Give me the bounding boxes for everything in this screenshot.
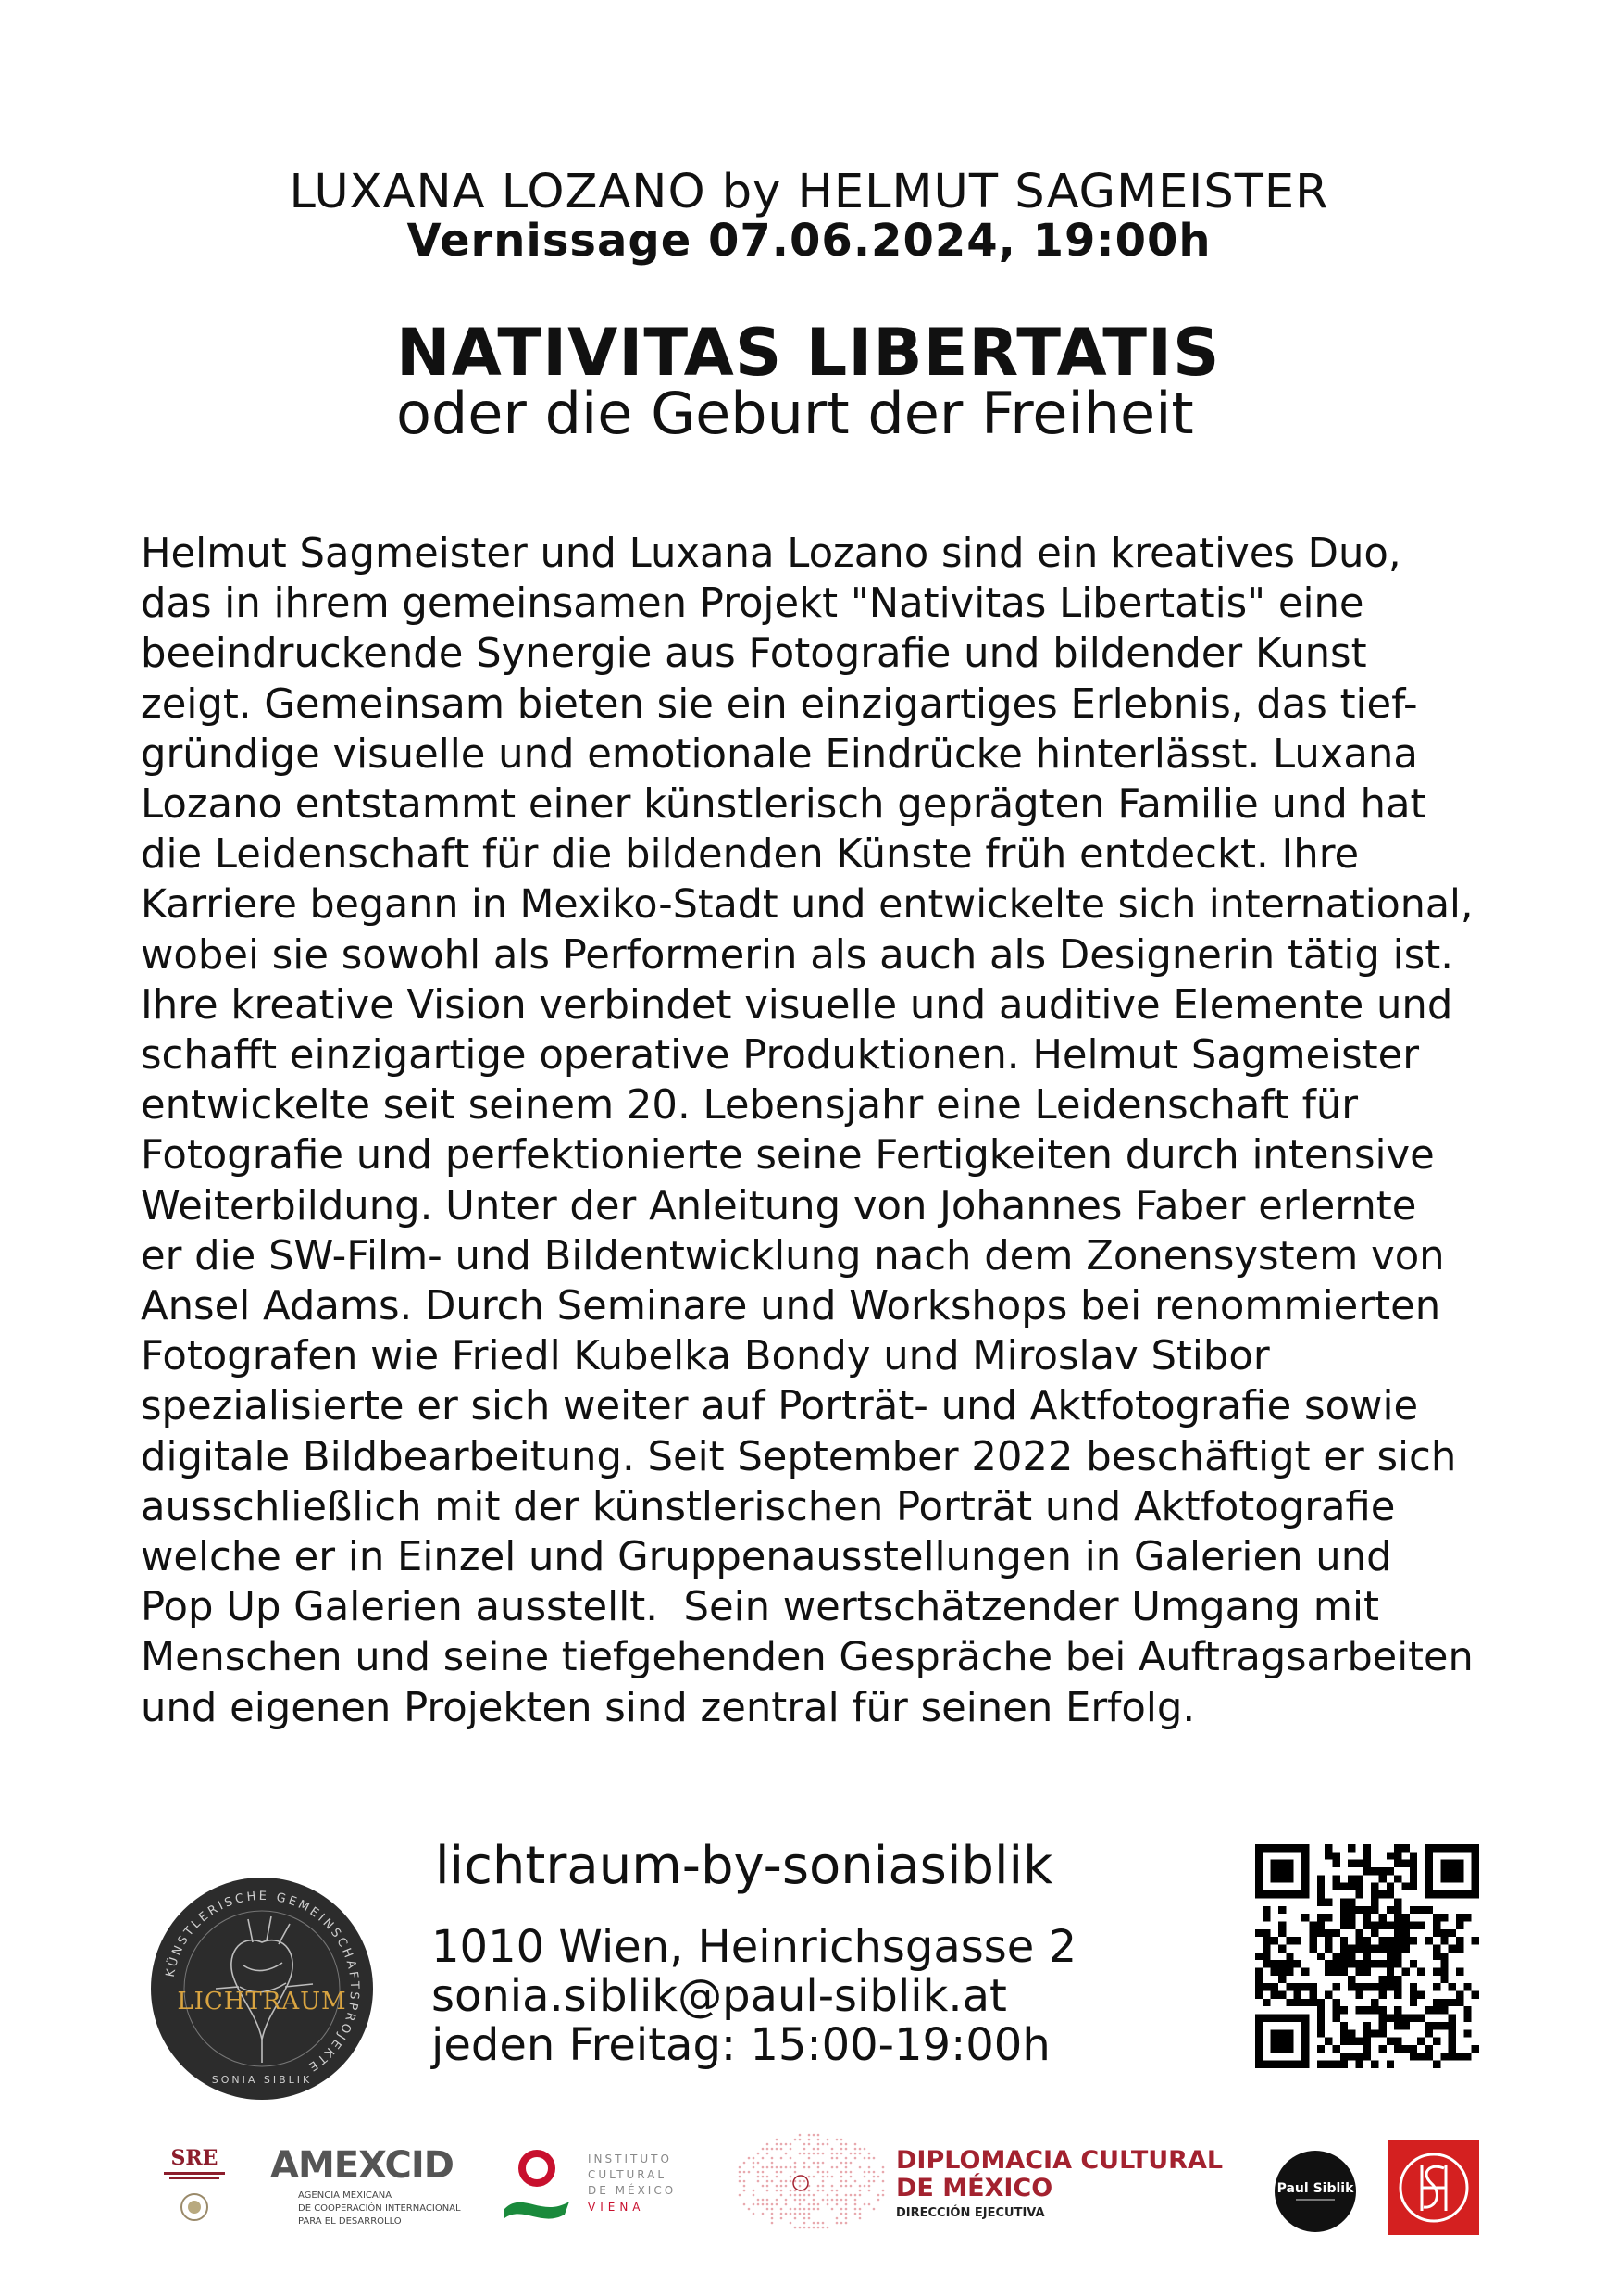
amexcid-sub2: DE COOPERACIÓN INTERNACIONAL: [298, 2203, 461, 2214]
amexcid-logo: [270, 2140, 465, 2233]
amexcid-sub1: AGENCIA MEXICANA: [298, 2190, 392, 2201]
qr-code[interactable]: [1255, 1844, 1479, 2068]
seal-ring-text: KÜNSTLERISCHE GEMEINSCHAFTSPROJEKTE: [163, 1889, 362, 2075]
icm-text-2: CULTURAL: [588, 2168, 667, 2181]
venue-details: [431, 1923, 1077, 2070]
body-line: schafft einzigartige operative Produktionen. Helmut Sagmeister: [141, 1032, 1420, 1079]
body-line: gründige visuelle und emotionale Eindrücke hinterlässt. Luxana: [141, 730, 1418, 778]
dip-text-1: DIPLOMACIA CULTURAL: [896, 2146, 1224, 2175]
body-line: Ansel Adams. Durch Seminare und Workshops bei renommierten: [141, 1283, 1441, 1330]
exhibition-title: NATIVITAS LIBERTATIS: [396, 315, 1221, 391]
body-line: Fotografie und perfektionierte seine Fertigkeiten durch intensive: [141, 1132, 1435, 1179]
body-line: die Leidenschaft für die bildenden Künste früh entdeckt. Ihre: [141, 831, 1360, 879]
venue-hours: jeden Freitag: 15:00-19:00h: [431, 2019, 1051, 2071]
dip-text-3: DIRECCIÓN EJECUTIVA: [896, 2206, 1045, 2220]
venue-website[interactable]: lichtraum-by-soniasiblik: [435, 1836, 1053, 1896]
seal-name: LICHTRAUM: [177, 1988, 347, 2015]
instituto-cultural-mexico-logo: [500, 2144, 685, 2227]
sre-logo-text: SRE: [170, 2146, 218, 2170]
body-line: das in ihrem gemeinsamen Projekt "Nativitas Libertatis" eine: [141, 580, 1364, 628]
body-line: Weiterbildung. Unter der Anleitung von Johannes Faber erlernte: [141, 1182, 1417, 1229]
sre-logo: [143, 2140, 245, 2233]
venue-email[interactable]: sonia.siblik@paul-siblik.at: [431, 1970, 1007, 2022]
body-line: beeindruckende Synergie aus Fotografie und bildender Kunst: [141, 630, 1367, 678]
body-line: zeigt. Gemeinsam bieten sie ein einzigartiges Erlebnis, das tief-: [141, 680, 1418, 728]
body-line: und eigenen Projekten sind zentral für seinen Erfolg.: [141, 1684, 1196, 1731]
body-line: Ihre kreative Vision verbindet visuelle und auditive Elemente und: [141, 981, 1453, 1029]
body-line: er die SW-Film- und Bildentwicklung nach dem Zonensystem von: [141, 1232, 1445, 1279]
icm-text-3: DE MÉXICO: [588, 2184, 677, 2197]
lichtraum-seal-logo: [151, 1878, 373, 2100]
diplomacia-cultural-logo: [731, 2129, 1245, 2233]
body-line: Karriere begann in Mexiko-Stadt und entwickelte sich international,: [141, 881, 1474, 929]
header-vernissage-date: Vernissage 07.06.2024, 19:00h: [406, 215, 1212, 267]
icm-text-4: VIENA: [588, 2201, 645, 2214]
body-line: Fotografen wie Friedl Kubelka Bondy und Miroslav Stibor: [141, 1333, 1270, 1380]
body-line: ausschließlich mit der künstlerischen Porträt und Aktfotografie: [141, 1483, 1396, 1530]
body-line: Pop Up Galerien ausstellt. Sein wertschätzender Umgang mit: [141, 1584, 1379, 1631]
amexcid-sub3: PARA EL DESARROLLO: [298, 2216, 402, 2227]
body-text: [141, 529, 1511, 1733]
amexcid-logo-text: AMEXCID: [270, 2144, 454, 2187]
body-line: entwickelte seit seinem 20. Lebensjahr eine Leidenschaft für: [141, 1082, 1359, 1129]
body-line: spezialisierte er sich weiter auf Porträt- und Aktfotografie sowie: [141, 1383, 1419, 1430]
psb-logo-text: Paul Siblik: [1276, 2181, 1354, 2196]
body-line: wobei sie sowohl als Performerin als auch als Designerin tätig ist.: [141, 931, 1453, 979]
paul-siblik-logo: [1274, 2150, 1357, 2233]
header-artists: LUXANA LOZANO by HELMUT SAGMEISTER: [289, 165, 1329, 219]
venue-address: 1010 Wien, Heinrichsgasse 2: [431, 1921, 1077, 1973]
body-line: Helmut Sagmeister und Luxana Lozano sind ein kreatives Duo,: [141, 530, 1401, 577]
sh-monogram-logo: [1388, 2140, 1479, 2235]
body-line: welche er in Einzel und Gruppenausstellungen in Galerien und: [141, 1534, 1392, 1581]
seal-bottom-text: SONIA SIBLIK: [211, 2074, 313, 2086]
body-line: Menschen und seine tiefgehenden Gespräche bei Auftragsarbeiten: [141, 1634, 1474, 1681]
body-line: Lozano entstammt einer künstlerisch geprägten Familie und hat: [141, 781, 1426, 829]
exhibition-subtitle: oder die Geburt der Freiheit: [396, 380, 1194, 447]
body-line: digitale Bildbearbeitung. Seit September 2022 beschäftigt er sich: [141, 1433, 1457, 1480]
icm-text-1: INSTITUTO: [588, 2152, 672, 2165]
dip-text-2: DE MÉXICO: [896, 2174, 1053, 2202]
